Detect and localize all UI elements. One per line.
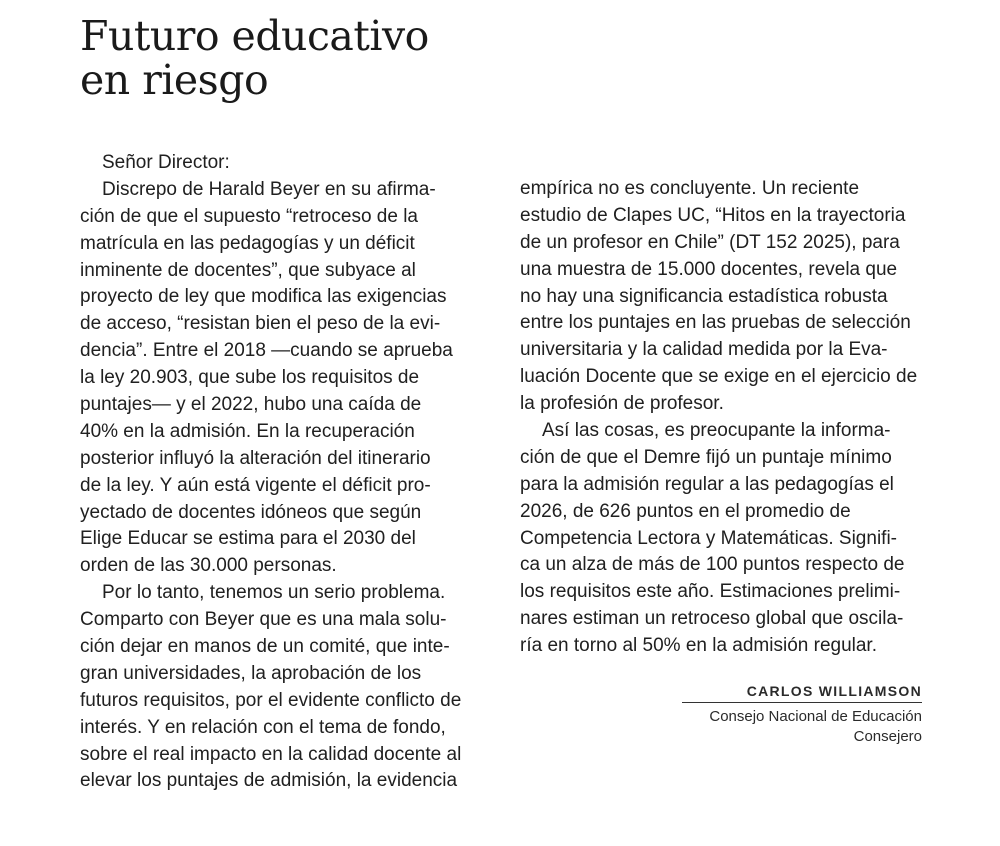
text-line: luación Docente que se exige en el ejercicio de bbox=[520, 366, 918, 388]
text-line: universitaria y la calidad medida por la Eva- bbox=[520, 339, 888, 361]
text-line: ción de que el supuesto “retroceso de la bbox=[80, 205, 418, 227]
text-line: sobre el real impacto en la calidad docente al bbox=[80, 743, 462, 765]
text-line: ción dejar en manos de un comité, que inte- bbox=[80, 636, 450, 658]
text-line: empírica no es concluyente. Un reciente bbox=[520, 178, 860, 199]
text-line: inminente de docentes”, que subyace al bbox=[80, 259, 416, 281]
author-name: CARLOS WILLIAMSON bbox=[682, 683, 922, 703]
text-line: nares estiman un retroceso global que oscila- bbox=[520, 608, 904, 630]
text-line: entre los puntajes en las pruebas de selección bbox=[520, 312, 911, 334]
text-line: Elige Educar se estima para el 2030 del bbox=[80, 528, 416, 550]
headline-line: en riesgo bbox=[80, 56, 269, 104]
text-line: 40% en la admisión. En la recuperación bbox=[80, 420, 415, 442]
author-role: Consejero bbox=[853, 728, 922, 745]
text-line: futuros requisitos, por el evidente conflicto de bbox=[80, 689, 462, 711]
author-organization: Consejo Nacional de Educación bbox=[709, 708, 922, 725]
text-line: la profesión de profesor. bbox=[520, 393, 724, 415]
text-line: 2026, de 626 puntos en el promedio de bbox=[520, 500, 851, 522]
letter-column-right bbox=[520, 176, 924, 660]
text-line: no hay una significancia estadística robusta bbox=[520, 285, 888, 307]
text-line: la ley 20.903, que sube los requisitos de bbox=[80, 367, 420, 389]
text-line: una muestra de 15.000 docentes, revela que bbox=[520, 258, 898, 280]
text-line: Competencia Lectora y Matemáticas. Signifi- bbox=[520, 527, 897, 549]
text-line: puntajes— y el 2022, hubo una caída de bbox=[80, 394, 422, 416]
text-line: posterior influyó la alteración del itinerario bbox=[80, 447, 431, 469]
text-line: yectado de docentes idóneos que según bbox=[80, 501, 422, 523]
text-line: ción de que el Demre fijó un puntaje mínimo bbox=[520, 446, 892, 468]
text-line: elevar los puntajes de admisión, la evidencia bbox=[80, 770, 458, 792]
text-line: estudio de Clapes UC, “Hitos en la trayectoria bbox=[520, 204, 906, 226]
signature-block bbox=[682, 683, 922, 747]
text-line: Señor Director: bbox=[102, 152, 230, 173]
text-line: Comparto con Beyer que es una mala solu- bbox=[80, 609, 447, 631]
text-line: Discrepo de Harald Beyer en su afirma- bbox=[102, 178, 436, 200]
letter-column-left bbox=[80, 150, 480, 795]
text-line: ría en torno al 50% en la admisión regular. bbox=[520, 635, 877, 657]
text-line: Así las cosas, es preocupante la informa- bbox=[542, 420, 891, 442]
text-line: de la ley. Y aún está vigente el déficit pro- bbox=[80, 474, 431, 496]
text-line: de un profesor en Chile” (DT 152 2025), para bbox=[520, 231, 900, 253]
headline-line: Futuro educativo bbox=[80, 12, 429, 60]
text-line: matrícula en las pedagogías y un déficit bbox=[80, 232, 415, 254]
text-line: orden de las 30.000 personas. bbox=[80, 555, 337, 577]
text-line: ca un alza de más de 100 puntos respecto de bbox=[520, 554, 905, 576]
text-line: proyecto de ley que modifica las exigencias bbox=[80, 286, 447, 308]
text-line: para la admisión regular a las pedagogías el bbox=[520, 473, 894, 495]
headline bbox=[80, 14, 429, 102]
text-line: Por lo tanto, tenemos un serio problema. bbox=[102, 582, 446, 604]
text-line: de acceso, “resistan bien el peso de la evi- bbox=[80, 313, 441, 335]
text-line: los requisitos este año. Estimaciones prelimi- bbox=[520, 581, 901, 603]
text-line: gran universidades, la aprobación de los bbox=[80, 662, 422, 684]
text-line: dencia”. Entre el 2018 —cuando se aprueba bbox=[80, 340, 453, 362]
text-line: interés. Y en relación con el tema de fondo, bbox=[80, 716, 446, 738]
